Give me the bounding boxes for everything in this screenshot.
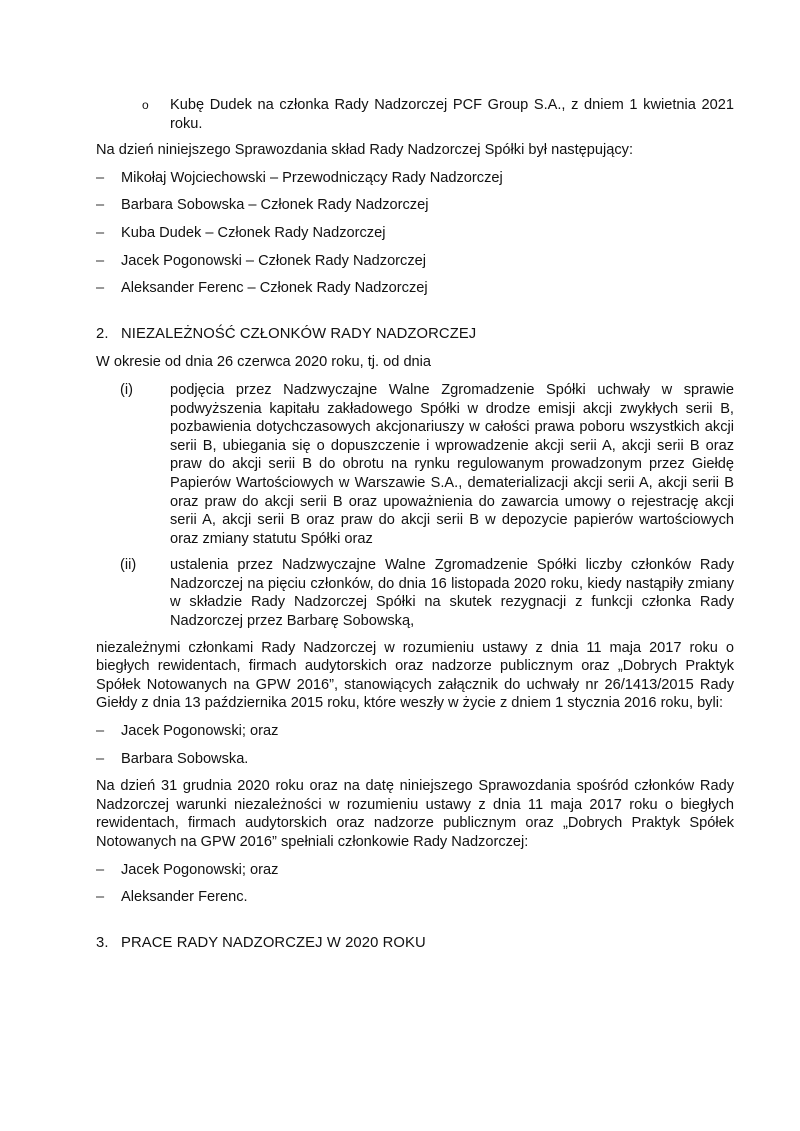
dash-bullet-icon: – — [96, 723, 105, 740]
dash-bullet-icon: – — [96, 252, 105, 269]
list-item — [96, 169, 734, 188]
dash-bullet-icon: – — [96, 280, 105, 297]
list-item — [96, 750, 734, 769]
section-title: NIEZALEŻNOŚĆ CZŁONKÓW RADY NADZORCZEJ — [121, 325, 477, 342]
member-text: Kuba Dudek – Członek Rady Nadzorczej — [121, 224, 386, 241]
member-text: Jacek Pogonowski – Członek Rady Nadzorczej — [121, 252, 426, 269]
list-item — [96, 224, 734, 243]
member-text: Aleksander Ferenc. — [121, 889, 248, 906]
item-label: (ii) — [120, 557, 137, 574]
list-item — [96, 888, 734, 907]
section-3-heading — [96, 934, 734, 953]
section-2-intro: W okresie od dnia 26 czerwca 2020 roku, tj. od dnia — [96, 354, 432, 371]
dash-bullet-icon: – — [96, 169, 105, 186]
composition-list — [96, 169, 734, 298]
member-text: Barbara Sobowska – Członek Rady Nadzorczej — [121, 197, 429, 214]
dash-bullet-icon: – — [96, 197, 105, 214]
member-text: Barbara Sobowska. — [121, 750, 249, 767]
independent-members-list — [96, 722, 734, 768]
item-label: (i) — [120, 381, 133, 398]
item-text: podjęcia przez Nadzwyczajne Walne Zgromadzenie Spółki uchwały w sprawie podwyższenia kapitału zakładowego Spółki w drodze emisji akcji zwykłych serii B, pozbawienia dotychczasowych akcjonariuszy w całości prawa poboru wszystkich akcji serii B, ubiegania się o dopuszczenie i wprowadzenie akcji serii A, akcji serii B oraz praw do akcji serii B do obrotu na rynku regulowanym prowadzonym przez Giełdę Papierów Wartościowych w Warszawie S.A., dematerializacji akcji serii A, akcji serii B oraz praw do akcji serii B oraz upoważnienia do zawarcia umowy o rejestrację akcji serii A, akcji serii B oraz praw do akcji serii B w depozycie papierów wartościowych oraz zmiany statutu Spółki oraz — [170, 381, 734, 547]
dash-bullet-icon: – — [96, 861, 105, 878]
conditions-list — [96, 381, 734, 631]
document-page — [96, 96, 734, 962]
section-title: PRACE RADY NADZORCZEJ W 2020 ROKU — [121, 934, 426, 951]
independent-members-paragraph: niezależnymi członkami Rady Nadzorczej w rozumieniu ustawy z dnia 11 maja 2017 roku o biegłych rewidentach, firmach audytorskich oraz nadzorze publicznym oraz „Dobrych Praktyk Spółek Notowanych na GPW 2016”, stanowiących załącznik do uchwały nr 26/1413/2015 Rady Giełdy z dnia 13 października 2015 roku, które weszły w życie z dniem 1 stycznia 2016 roku, byli: — [96, 639, 734, 712]
composition-intro: Na dzień niniejszego Sprawozdania skład Rady Nadzorczej Spółki był następujący: — [96, 142, 634, 159]
current-independent-list — [96, 861, 734, 907]
dash-bullet-icon: – — [96, 889, 105, 906]
appointment-text: Kubę Dudek na członka Rady Nadzorczej PCF Group S.A., z dniem 1 kwietnia 2021 roku. — [170, 97, 734, 132]
list-item — [96, 861, 734, 880]
section-2-heading — [96, 325, 734, 344]
list-item — [96, 252, 734, 271]
section-number: 3. — [96, 934, 109, 951]
list-item — [96, 722, 734, 741]
list-item — [96, 381, 734, 548]
dash-bullet-icon: – — [96, 224, 105, 241]
member-text: Jacek Pogonowski; oraz — [121, 861, 279, 878]
circle-bullet-icon: o — [142, 98, 149, 112]
item-text: ustalenia przez Nadzwyczajne Walne Zgromadzenie Spółki liczby członków Rady Nadzorczej na pięciu członków, do dnia 16 listopada 2020 roku, kiedy nastąpiły zmiany w składzie Rady Nadzorczej Spółki na skutek rezygnacji z funkcji członka Rady Nadzorczej przez Barbarę Sobowską, — [170, 557, 734, 630]
appointment-item — [96, 96, 734, 133]
current-independence-paragraph: Na dzień 31 grudnia 2020 roku oraz na datę niniejszego Sprawozdania spośród członków Rady Nadzorczej warunki niezależności w rozumieniu ustawy z dnia 11 maja 2017 roku o biegłych rewidentach, firmach audytorskich oraz nadzorze publicznym oraz „Dobrych Praktyk Spółek Notowanych na GPW 2016” spełniali członkowie Rady Nadzorczej: — [96, 778, 734, 850]
list-item — [96, 196, 734, 215]
list-item — [96, 556, 734, 630]
dash-bullet-icon: – — [96, 750, 105, 767]
member-text: Mikołaj Wojciechowski – Przewodniczący Rady Nadzorczej — [121, 169, 503, 186]
list-item — [96, 279, 734, 298]
member-text: Jacek Pogonowski; oraz — [121, 723, 279, 740]
member-text: Aleksander Ferenc – Członek Rady Nadzorczej — [121, 280, 428, 297]
section-number: 2. — [96, 325, 109, 342]
